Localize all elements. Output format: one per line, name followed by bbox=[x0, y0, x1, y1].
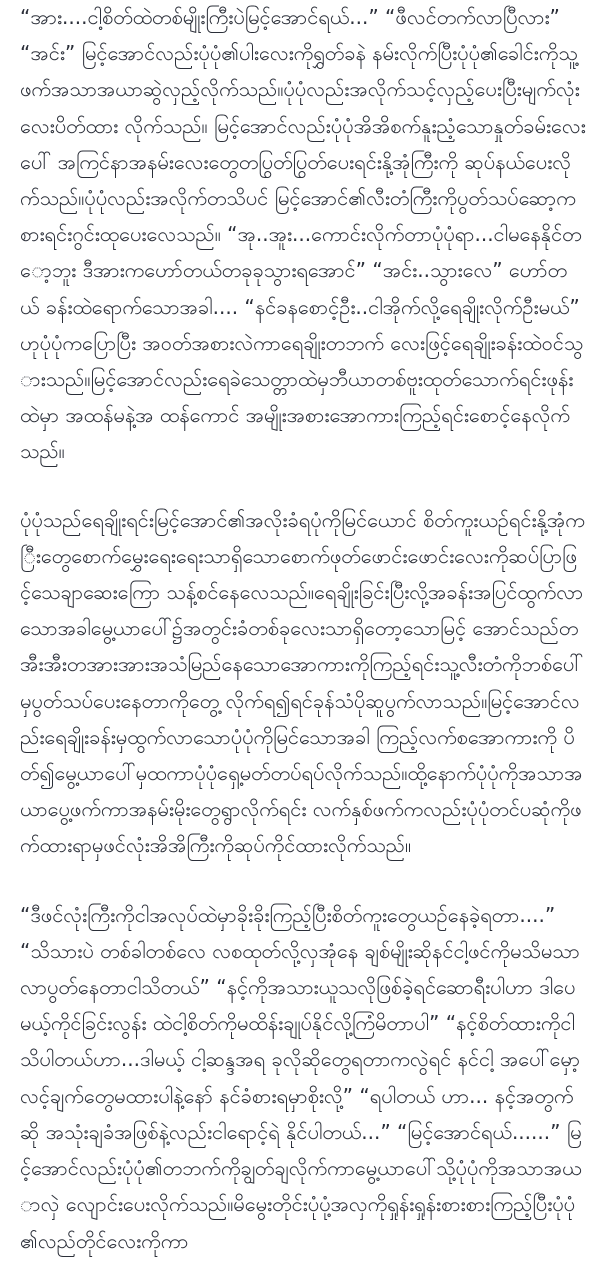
paragraph-2: ပုံပုံသည်ရေချိုးရင်းမြင့်အောင်၏အလိုးခံရပုံကိုမြင်ယောင် စိတ်ကူးယဉ်ရင်းနို့အုံကြီးတွေစောက်မွှေးရေးရေးသာရှိသောစောက်ဖုတ်ဖောင်းဖောင်းလေးကိုဆပ်ပြာဖြင့်သေချာဆေးကြော သန့်စင်နေလေသည်။ရေချိုးခြင်းပြီးလို့အခန်းအပြင်ထွက်လာသောအခါမွေ့ယာပေါ်၌အတွင်းခံတစ်ခုလေးသာရှိတော့သောမြင့် အောင်သည်တအီးအီးတအားအားအသံမြည်နေသောအောကားကိုကြည့်ရင်းသူ့လီးတံကိုဘစ်ပေါ်မှပွတ်သပ်ပေးနေတာကိုတွေ့ လိုက်ရ၍ရင်ခုန်သံပိုဆူပွက်လာသည်။မြင့်အောင်လည်းရေချိုးခန်းမှထွက်လာသောပုံပုံကိုမြင်သောအခါ ကြည့်လက်စအောကားကို ပိတ်၍မွေ့ယာပေါ်မှထကာပုံပုံရှေ့မတ်တပ်ရပ်လိုက်သည်။ထို့နောက်ပုံပုံကိုအသာအယာပွေ့ဖက်ကာအနမ်းမိုးတွေရွာလိုက်ရင်း လက်နှစ်ဖက်ကလည်းပုံပုံတင်ပဆုံကိုဖက်ထားရာမှဖင်လုံးအိအိကြီးကိုဆုပ်ကိုင်ထားလိုက်သည်။ bbox=[20, 507, 585, 858]
paragraph-1: “အား....ငါ့စိတ်ထဲတစ်မျိုးကြီးပဲမြင့်အောင်ရယ်...” “ဖီလင်တက်လာပြီလား” “အင်း” မြင့်အောင်လည်းပုံပုံ၏ပါးလေးကိုရွှတ်ခနဲ နမ်းလိုက်ပြီးပုံပုံ၏ခေါင်းကိုသူ့ဖက်အသာအယာဆွဲလှည့်လိုက်သည်။ပုံပုံလည်းအလိုက်သင့်လှည့်ပေးပြီးမျက်လုံးလေးပိတ်ထား လိုက်သည်။ မြင့်အောင်လည်းပုံပုံအိအိစက်နူးညံ့သောနှုတ်ခမ်းလေးပေါ် အကြင်နာအနမ်းလေးတွေတပြွတ်ပြွတ်ပေးရင်းနို့အုံကြီးကို ဆုပ်နယ်ပေးလိုက်သည်။ပုံပုံလည်းအလိုက်တသိပင် မြင့်အောင်၏လီးတံကြီးကိုပွတ်သပ်ဆော့ကစားရင်းဂွင်းထုပေးလေသည်။ “အု..အူး...ကောင်းလိုက်တာပုံပုံရာ...ငါမနေနိုင်တော့ဘူး ဒီအားကဟော်တယ်တခုခုသွားရအောင်” “အင်း..သွားလေ” ဟော်တယ် ခန်းထဲရောက်သောအခါ.... “နင်ခနစောင့်ဦး..ငါအိုက်လို့ရေချိုးလိုက်ဦးမယ်” ဟုပုံပုံကပြောပြီး အဝတ်အစားလဲကာရေချိုးတဘက် လေးဖြင့်ရေချိုးခန်းထဲဝင်သွားသည်။မြင့်အောင်လည်းရေခဲသေတ္တာထဲမှဘီယာတစ်ဗူးထုတ်သောက်ရင်းဖုန်းထဲမှာ အထန်မနဲ့အ ထန်ကောင် အမျိုးအစားအောကားကြည့်ရင်းစောင့်နေလိုက်သည်။ bbox=[20, 5, 586, 464]
paragraph-3: “ဒီဖင်လုံးကြီးကိုငါအလုပ်ထဲမှာခိုးခိုးကြည့်ပြီးစိတ်ကူးတွေယဉ်နေခဲ့ရတာ....” “သိသားပဲ တစ်ခါတစ်လေ လစထုတ်လို့လှအုံနေ ချစ်မျိုးဆိုနင်ငါ့ဖင်ကိုမသိမသာလာပွတ်နေတာငါသိတယ်” “နင့်ကိုအသားယူသလိုဖြစ်ခဲ့ရင်ဆောရီးပါဟာ ဒါပေမယ့်ကိုင်ခြင်းလွန်း ထဲငါ့စိတ်ကိုမထိန်းချုပ်နိုင်လို့ကြံမိတာပါ” “နင့်စိတ်ထားကိုငါသိပါတယ်ဟာ...ဒါမယ့် ငါ့ဆန္ဒအရ ခုလိုဆိုတွေရတာကလွဲရင် နင်ငါ့ အပေါ်မှော့လင့်ချက်တွေမထားပါနဲ့နော် နင်ခံစားရမှာစိုးလို့” “ရပါတယ် ဟာ... နင့်အတွက်ဆို အသုံးချခံအဖြစ်နဲ့လည်းငါရောင့်ရဲ နိုင်ပါတယ်...” “မြင့်အောင်ရယ်......” မြင့်အောင်လည်းပုံပုံ၏တဘက်ကိုချွတ်ချလိုက်ကာမွေ့ယာပေါ်သို့ပုံပုံကိုအသာအယာလှဲ လျောင်းပေးလိုက်သည်။မိမွေးတိုင်းပုံပုံ့အလှကိုရှုန်းရှုန်းစားစားကြည့်ပြီးပုံပုံ၏လည်တိုင်လေးကိုကာ bbox=[20, 902, 582, 1253]
